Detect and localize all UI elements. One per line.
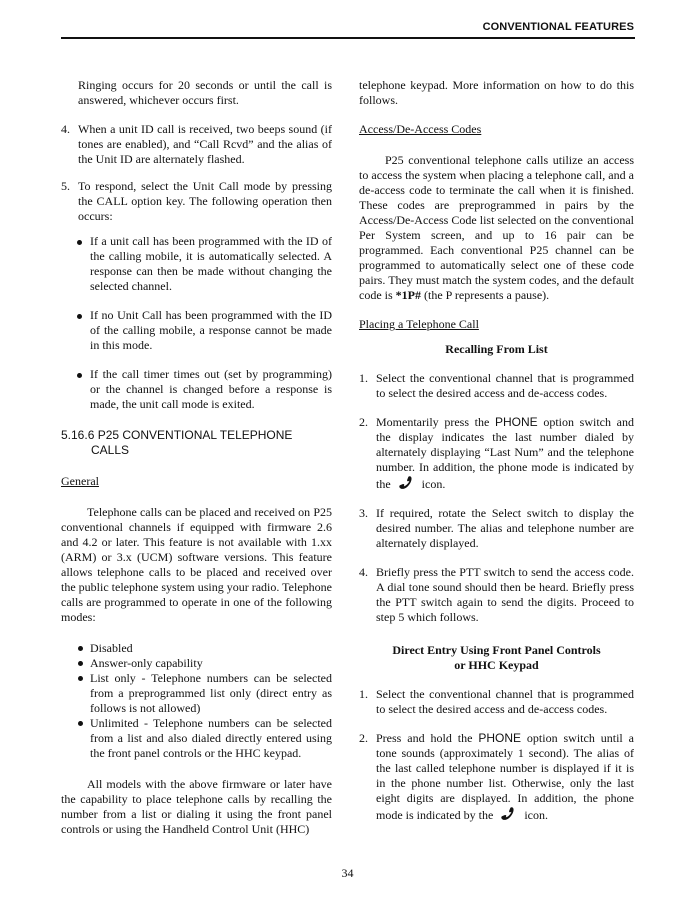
mode-item: Unlimited - Telephone numbers can be selected from a list and also dialed directly entered using the front panel controls or the HHC keypad. [61, 716, 332, 761]
page-number: 34 [341, 866, 354, 880]
recall-step-1: 1. Select the conventional channel that is programmed to select the desired access and de-access codes. [359, 371, 634, 400]
section-heading: 5.16.6 P25 CONVENTIONAL TELEPHONE [61, 428, 293, 442]
right-column [359, 78, 634, 823]
step-4: 4. When a unit ID call is received, two beeps sound (if tones are enabled), and “Call Rcvd” and the alias of the Unit ID are alternately flashed. [61, 122, 332, 166]
direct-step-1: 1. Select the conventional channel that is programmed to select the desired access and de-access codes. [359, 687, 634, 716]
bullet-icon [77, 373, 82, 378]
access-paragraph: P25 conventional telephone calls utilize an access to access the system when placing a telephone call, and a de-access code to terminate the call when it is finished. These codes are preprogrammed in pairs by the Access/De-Access Code list selected on the conventional Per System screen, and up to 16 pair can be programmed. Each conventional P25 channel can be programmed to automatically select one of these code pairs. They must match the system codes, and the default code is *1P# (the P represents a pause). [359, 153, 634, 302]
mode-item: Disabled [61, 641, 332, 656]
phone-key-label: PHONE [494, 415, 538, 429]
bullet-item: If the call timer times out (set by programming) or the channel is changed before a response is made, the unit call mode is exited. [61, 367, 332, 412]
header-rule [61, 37, 635, 39]
bullet-icon [78, 646, 83, 651]
direct-entry-heading-cont: or HHC Keypad [454, 658, 539, 672]
bullet-icon [78, 676, 83, 681]
left-column [61, 78, 332, 837]
general-subheading: General [61, 474, 99, 488]
recall-step-4: 4. Briefly press the PTT switch to send the access code. A dial tone sound should then be heard. Briefly press the PTT switch again to send the digits. Proceed to step 5 which follows. [359, 565, 634, 624]
ringing-paragraph: Ringing occurs for 20 seconds or until the call is answered, whichever occurs first. [78, 78, 332, 107]
recall-heading: Recalling From List [445, 342, 548, 356]
recall-step-2: 2. Momentarily press the PHONE option switch and the display indicates the last number dialed by alternately displaying “Last Num” and the telephone number. In addition, the phone mode is indicated by the icon. [359, 415, 634, 491]
section-heading-cont: CALLS [91, 443, 130, 457]
phone-handset-icon [500, 806, 520, 822]
step-5: 5. To respond, select the Unit Call mode by pressing the CALL option key. The following operation then occurs: [61, 179, 332, 223]
default-access-code: *1P# [395, 288, 421, 302]
placing-subheading: Placing a Telephone Call [359, 317, 479, 331]
phone-handset-icon [398, 475, 418, 491]
continued-paragraph: telephone keypad. More information on how to do this follows. [359, 78, 634, 107]
direct-entry-heading: Direct Entry Using Front Panel Controls [392, 643, 601, 657]
direct-step-2: 2. Press and hold the PHONE option switch until a tone sounds (approximately 1 second). The alias of the last called telephone number is displayed if it is in the phone number list. Otherwise, only the last eight digits are displayed. In addition, the phone mode is indicated by the icon. [359, 731, 635, 822]
access-subheading: Access/De-Access Codes [359, 122, 482, 136]
bullet-icon [78, 721, 83, 726]
bullet-item: If a unit call has been programmed with the ID of the calling mobile, it is automatically selected. A response can then be made without changing the selected channel. [61, 234, 332, 294]
bullet-icon [77, 314, 82, 319]
phone-key-label: PHONE [478, 731, 522, 745]
bullet-icon [77, 240, 82, 245]
mode-item: List only - Telephone numbers can be selected from a preprogrammed list only (direct entry as follows is not allowed) [61, 671, 332, 716]
general-paragraph: Telephone calls can be placed and received on P25 conventional channels if equipped with firmware 2.6 and 4.2 or later. This feature is not available with 1.xx (ARM) or 3.x (UCM) software versions. This feature allows telephone calls to be placed and received over the public telephone system using your radio. Telephone calls are programmed to operate in one of the following modes: [61, 505, 332, 624]
bullet-item: If no Unit Call has been programmed with the ID of the calling mobile, a response cannot be made in this mode. [61, 308, 332, 353]
bullet-icon [78, 661, 83, 666]
running-header: CONVENTIONAL FEATURES [482, 21, 634, 33]
closing-paragraph: All models with the above firmware or later have the capability to place telephone calls by recalling the number from a list or dialing it using the front panel controls or using the Handheld Control Unit (HHC) [61, 777, 332, 836]
mode-item: Answer-only capability [61, 656, 332, 671]
recall-step-3: 3. If required, rotate the Select switch to display the desired number. The alias and telephone number are alternately displayed. [359, 506, 634, 550]
